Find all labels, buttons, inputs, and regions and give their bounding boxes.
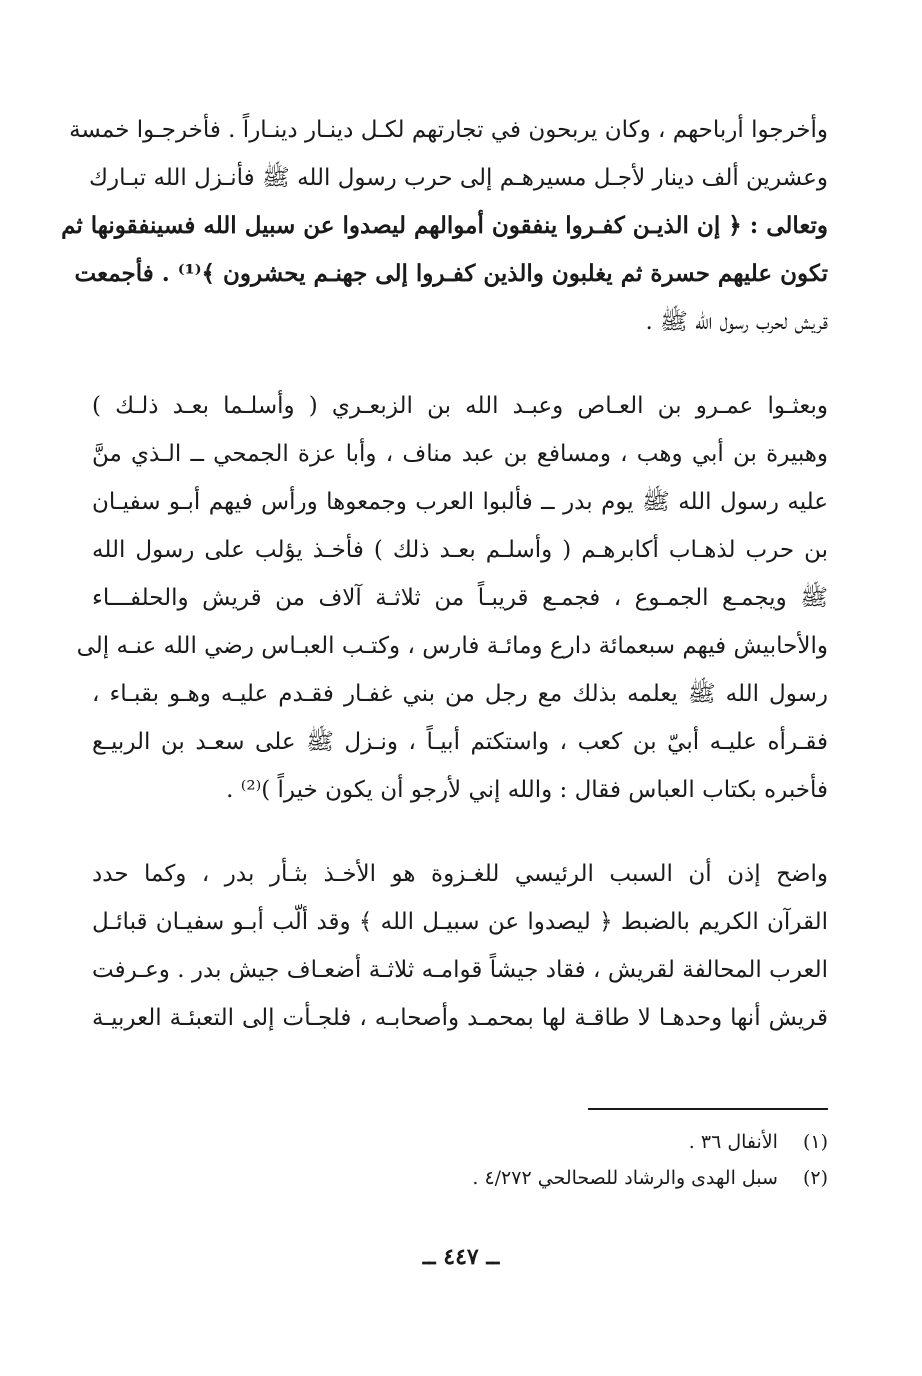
- text-line: رسول الله ﷺ يعلمه بذلك مع رجل من بني غفـار فقـدم عليـه وهـو بقبـاء ،: [92, 681, 828, 707]
- text-line: والأحابيش فيهم سبعمائة دارع ومائـة فارس ، وكتـب العبـاس رضي الله عنـه إلى: [76, 633, 828, 659]
- text-line: تكون عليهم حسرة ثم يغلبون والذين كفـروا إلى جهنـم يحشرون ﴾⁽¹⁾ . فأجمعت: [74, 260, 828, 287]
- footnote-text: سبل الهدى والرشاد للصحالحي ٤/٢٧٢ .: [472, 1167, 778, 1189]
- footnote-text: الأنفال ٣٦ .: [688, 1131, 778, 1153]
- text-line: فقـرأه عليـه أبيّ بن كعب ، واستكتم أبيـاً ، ونـزل ﷺ على سعـد بن الربيـع: [92, 729, 828, 755]
- text-line: القرآن الكريم بالضبط ﴿ ليصدوا عن سبيـل الله ﴾ وقد ألّب أبـو سفيـان قبائـل: [92, 909, 828, 935]
- footnote-1: [400, 1124, 828, 1160]
- footnote-number: (١): [802, 1131, 828, 1153]
- paragraph-1: [61, 106, 828, 346]
- text-line: وعشرين ألف دينار لأجـل مسيرهـم إلى حرب رسول الله ﷺ فأنـزل الله تبـارك: [89, 165, 828, 191]
- text-line: ﷺ ويجمـع الجمـوع ، فجمـع قريبـاً من ثلاثـة آلاف من قريش والحلفـــاء: [92, 585, 828, 611]
- text-line: وتعالى : ﴿ إن الذيـن كفـروا ينفقون أموالهم ليصدوا عن سبيل الله فسينفقونها ثم: [61, 212, 828, 239]
- text-line: العرب المحالفة لقريش ، فقاد جيشاً قوامـه ثلاثـة أضعـاف جيش بدر . وعـرفت: [92, 957, 828, 983]
- footnotes: [400, 1124, 828, 1196]
- page-number: ــ ٤٤٧ ــ: [422, 1244, 500, 1270]
- paragraph-3: [92, 850, 828, 1042]
- text-line: قريش لحرب رسول الله ﷺ .: [645, 309, 828, 335]
- text-line: عليه رسول الله ﷺ يوم بدر ــ فألبوا العرب وجمعوها ورأس فيهم أبـو سفيـان: [92, 489, 828, 515]
- text-line: واضح إذن أن السبب الرئيسي للغـزوة هو الأخـذ بثـأر بدر ، وكما حدد: [92, 861, 828, 887]
- text-line: وبعثـوا عمـرو بن العـاص وعبـد الله بن الزبعـري ( وأسلـما بعـد ذلـك ): [92, 393, 828, 419]
- text-line: فأخبره بكتاب العباس فقال : والله إني لأرجو أن يكون خيراً )⁽²⁾ .: [226, 777, 828, 803]
- text-line: وهبيرة بن أبي وهب ، ومسافع بن عبد مناف ، وأبا عزة الجمحي ــ الـذي منَّ: [92, 441, 828, 467]
- footnote-2: [400, 1160, 828, 1196]
- text-line: قريش أنها وحدهـا لا طاقـة لها بمحمـد وأصحابـه ، فلجـأت إلى التعبئـة العربيـة: [92, 1005, 828, 1031]
- text-line: وأخرجوا أرباحهم ، وكان يربحون في تجارتهم لكـل دينـار دينـاراً . فأخرجـوا خمسة: [69, 117, 828, 143]
- footnote-number: (٢): [802, 1167, 828, 1189]
- paragraph-2: [76, 382, 828, 814]
- text-line: بن حرب لذهـاب أكابرهـم ( وأسلـم بعـد ذلك ) فأخـذ يؤلب على رسول الله: [92, 537, 828, 563]
- footnote-divider: [588, 1108, 828, 1110]
